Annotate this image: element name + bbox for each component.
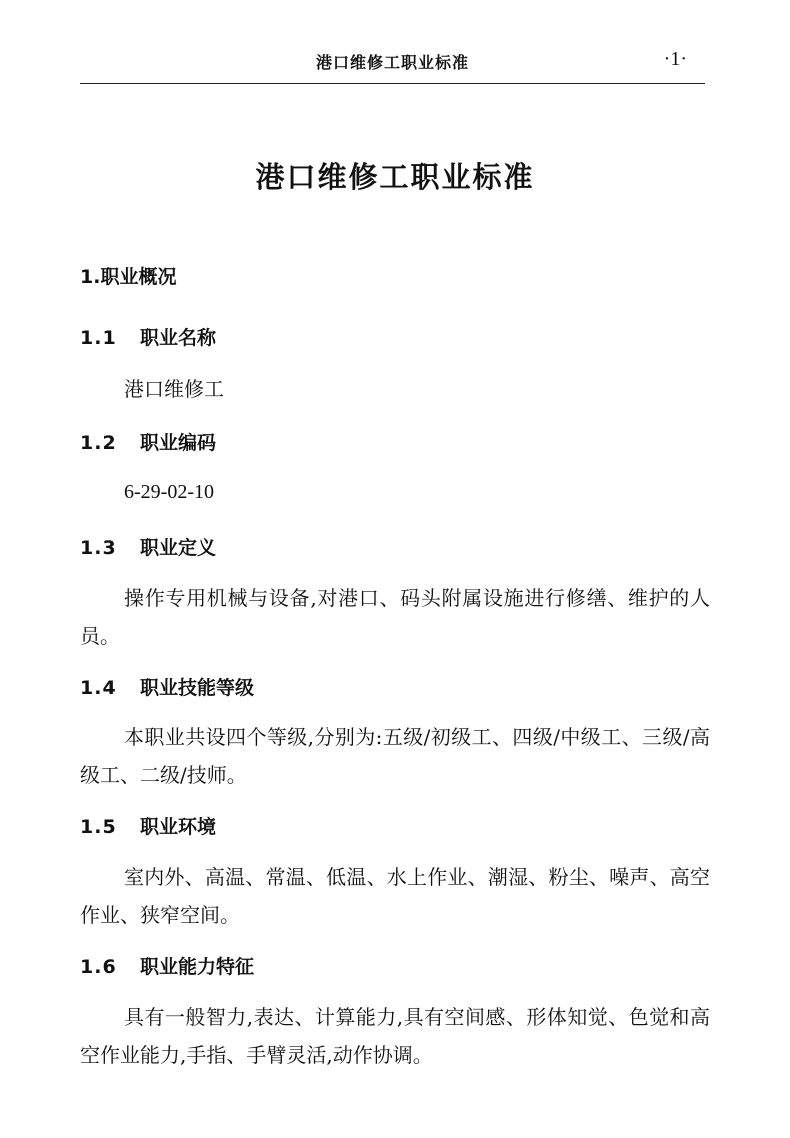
page-number: ·1· bbox=[663, 48, 687, 70]
section-1-4-heading bbox=[80, 673, 254, 700]
section-title: 职业能力特征 bbox=[140, 956, 255, 978]
section-1-1-body: 港口维修工 bbox=[124, 377, 224, 401]
section-number: 1.6 bbox=[80, 956, 117, 978]
running-header bbox=[80, 50, 705, 82]
section-1-heading: 1.职业概况 bbox=[80, 266, 177, 288]
section-1-5-body: 室内外、高温、常温、低温、水上作业、潮湿、粉尘、噪声、高空作业、狭窄空间。 bbox=[80, 865, 710, 927]
section-title: 职业定义 bbox=[140, 537, 217, 559]
section-1-3-body: 操作专用机械与设备,对港口、码头附属设施进行修缮、维护的人员。 bbox=[80, 586, 710, 648]
section-1-5-heading bbox=[80, 812, 216, 839]
section-1-2-heading bbox=[80, 428, 216, 455]
section-1-6-heading bbox=[80, 952, 254, 979]
section-1-4-body: 本职业共设四个等级,分别为:五级/初级工、四级/中级工、三级/高级工、二级/技师。 bbox=[80, 725, 710, 787]
section-number: 1.2 bbox=[80, 432, 117, 454]
section-1-6-body: 具有一般智力,表达、计算能力,具有空间感、形体知觉、色觉和高空作业能力,手指、手臂灵活,动作协调。 bbox=[80, 1005, 710, 1067]
running-header-title: 港口维修工职业标准 bbox=[315, 53, 469, 72]
section-1-1-heading bbox=[80, 323, 216, 350]
section-title: 职业环境 bbox=[140, 816, 217, 838]
section-number: 1.1 bbox=[80, 327, 117, 349]
document-title: 港口维修工职业标准 bbox=[255, 160, 535, 194]
section-number: 1.4 bbox=[80, 677, 117, 699]
section-number: 1.3 bbox=[80, 537, 117, 559]
section-title: 职业技能等级 bbox=[140, 677, 255, 699]
section-title: 职业名称 bbox=[140, 327, 217, 349]
section-1-3-heading bbox=[80, 533, 216, 560]
section-title: 职业编码 bbox=[140, 432, 217, 454]
section-number: 1.5 bbox=[80, 816, 117, 838]
section-1-2-body: 6-29-02-10 bbox=[124, 481, 214, 503]
header-rule bbox=[80, 83, 705, 84]
